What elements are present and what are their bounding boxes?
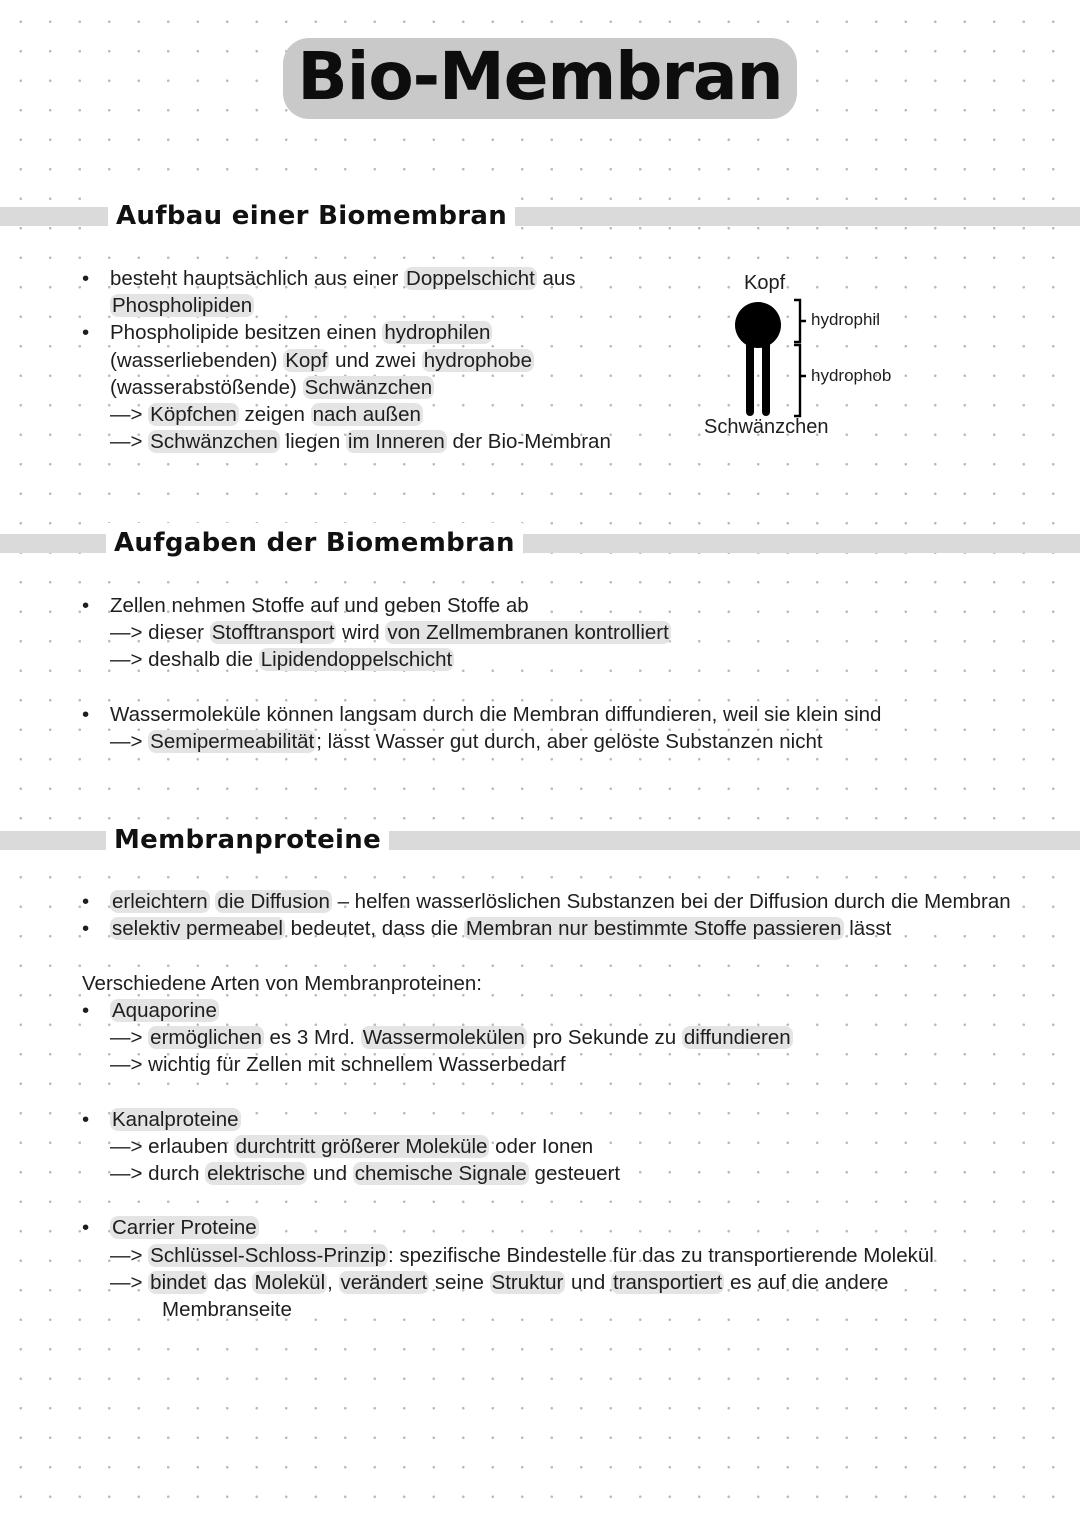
bullet-item [82,915,1011,942]
highlighted-term: elektrische [207,1162,306,1186]
text-fragment: Membranseite [162,1298,292,1322]
text-fragment: oder Ionen [489,1134,594,1158]
text-fragment: bedeutet, dass die [284,917,464,941]
spacer [82,942,1011,969]
text-fragment: —> [110,403,149,427]
section-heading: Membranproteine [106,820,389,860]
bullet-item [82,1214,1011,1241]
text-fragment: und [307,1162,353,1186]
text-line [82,428,611,455]
diagram-label-hydrophob: hydrophob [811,366,892,385]
bullet-item [82,592,881,619]
highlighted-term: im Inneren [347,430,445,454]
highlighted-term: nach außen [312,403,421,427]
text-line [82,1051,1011,1078]
highlighted-term: bindet [150,1270,207,1294]
section-header-aufbau [0,196,1080,236]
text-line [82,1160,1011,1187]
text-line [82,728,881,755]
highlighted-term: hydrophobe [423,348,532,372]
highlighted-term: Stofftransport [211,621,335,645]
bullet-item [82,265,611,292]
text-fragment: und zwei [329,348,422,372]
highlighted-term: Wassermolekülen [362,1026,525,1050]
diagram-label-kopf: Kopf [744,272,786,294]
section-header-membranproteine [0,820,1080,860]
text-fragment: —> deshalb die [110,648,259,672]
text-line [82,970,1011,997]
title-wrap [0,38,1080,119]
text-fragment: —> [110,430,149,454]
text-line [82,374,611,401]
text-line [82,292,611,319]
text-fragment: liegen [279,430,346,454]
text-line [82,646,881,673]
header-bar-right [475,207,1080,226]
highlighted-term: Struktur [491,1270,564,1294]
text-fragment: ; lässt Wasser gut durch, aber gelöste Substanzen nicht [316,730,823,754]
text-fragment: wird [336,621,386,645]
page-title: Bio-Membran [283,38,796,119]
header-bar-right [482,534,1080,553]
text-fragment: der Bio-Membran [446,430,611,454]
section-body-aufgaben [82,592,881,755]
highlighted-term: selektiv permeabel [112,917,283,941]
text-fragment: —> [110,1243,149,1267]
text-fragment: seine [429,1270,490,1294]
text-fragment: gesteuert [528,1162,621,1186]
highlighted-term: Kanalproteine [112,1107,239,1131]
highlighted-term: die Diffusion [217,890,330,913]
highlighted-term: erleichtern [112,890,208,913]
text-fragment: —> [110,1026,149,1050]
highlighted-term: verändert [340,1270,428,1294]
highlighted-term: Köpfchen [150,403,237,427]
text-fragment: : spezifische Bindestelle für das zu transportierende Molekül [388,1243,934,1267]
section-heading: Aufbau einer Biomembran [108,196,515,236]
text-line [82,1296,1011,1323]
highlighted-term: Membran nur bestimmte Stoffe passieren [465,917,842,941]
text-line [82,1024,1011,1051]
section-body-aufbau [82,265,611,455]
text-line [82,1133,1011,1160]
text-fragment: und [565,1270,611,1294]
text-line [82,1269,1011,1296]
highlighted-term: Schwänzchen [150,430,278,454]
text-fragment: —> wichtig für Zellen mit schnellem Wasserbedarf [110,1053,566,1077]
highlighted-term: diffundieren [683,1026,791,1050]
text-fragment: Wassermoleküle können langsam durch die Membran diffundieren, weil sie klein sind [110,702,882,726]
highlighted-term: durchtritt größerer Moleküle [235,1134,488,1158]
text-fragment: besteht hauptsächlich aus einer [110,267,405,290]
highlighted-term: chemische Signale [354,1162,527,1186]
text-fragment: Verschiedene Arten von Membranproteinen: [82,971,483,995]
header-bar-left [0,534,118,553]
bullet-item [82,701,881,728]
highlighted-term: Carrier Proteine [112,1216,257,1240]
highlighted-term: Phospholipiden [112,294,253,318]
text-line [82,401,611,428]
section-header-aufgaben [0,523,1080,563]
phospholipid-diagram [700,270,920,445]
highlighted-term: Lipidendoppelschicht [260,648,453,672]
bullet-item [82,319,611,346]
bullet-item [82,997,1011,1024]
text-fragment: es 3 Mrd. [263,1026,361,1050]
text-fragment: (wasserabstößende) [110,375,303,399]
highlighted-term: transportiert [612,1270,723,1294]
highlighted-term: ermöglichen [150,1026,262,1050]
highlighted-term: Aquaporine [112,998,217,1022]
bullet-item [82,1106,1011,1133]
text-fragment: —> durch [110,1162,206,1186]
text-fragment: – helfen wasserlöslichen Substanzen bei der Diffusion durch die Membran [331,890,1011,913]
text-line [82,347,611,374]
highlighted-term: Schwänzchen [304,375,433,399]
highlighted-term: Schlüssel-Schloss-Prinzip [150,1243,387,1267]
header-bar-right [360,831,1080,850]
spacer [82,674,881,701]
text-fragment: Zellen nehmen Stoffe auf und geben Stoffe ab [110,594,529,617]
header-bar-left [0,831,118,850]
text-fragment: —> erlauben [110,1134,234,1158]
diagram-label-schwaenzchen: Schwänzchen [704,416,829,438]
text-fragment: (wasserliebenden) [110,348,284,372]
highlighted-term: von Zellmembranen kontrolliert [387,621,669,645]
highlighted-term: Kopf [285,348,328,372]
text-fragment: lässt [843,917,892,941]
spacer [82,1187,1011,1214]
text-fragment: aus [536,267,576,290]
text-fragment: , [327,1270,339,1294]
text-fragment: —> [110,1270,149,1294]
section-body-membranproteine [82,888,1011,1323]
section-heading: Aufgaben der Biomembran [106,523,523,563]
highlighted-term: Doppelschicht [406,267,535,290]
diagram-label-hydrophil: hydrophil [811,310,880,329]
highlighted-term: Semipermeabilität [150,730,315,754]
text-fragment: das [208,1270,253,1294]
bullet-item [82,888,1011,915]
text-fragment: es auf die andere [724,1270,889,1294]
header-bar-left [0,207,118,226]
text-fragment: —> [110,730,149,754]
text-fragment: Phospholipide besitzen einen [110,321,383,345]
text-line [82,619,881,646]
text-fragment: —> dieser [110,621,210,645]
highlighted-term: Molekül [254,1270,326,1294]
highlighted-term: hydrophilen [384,321,491,345]
text-fragment: pro Sekunde zu [526,1026,682,1050]
text-fragment: zeigen [238,403,311,427]
spacer [82,1078,1011,1105]
text-line [82,1242,1011,1269]
